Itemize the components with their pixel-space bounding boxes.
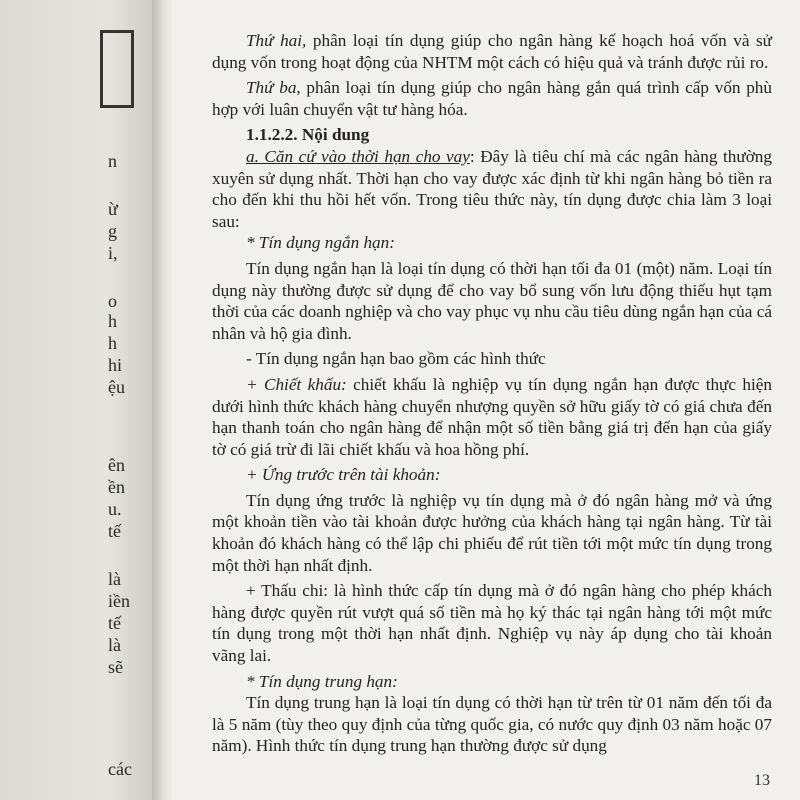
paragraph: Tín dụng ngắn hạn là loại tín dụng có thời hạn tối đa 01 (một) năm. Loại tín dụng này thường được sử dụng để cho vay bổ sung vốn lưu động thiếu hụt tạm thời của các doanh nghiệp và cho vay phục vụ nhu cầu tiêu dùng ngắn hạn của cá nhân và hộ gia đình. <box>212 258 772 343</box>
left-fragment: iền <box>108 591 130 611</box>
paragraph-lead: Thứ ba, <box>246 78 301 98</box>
paragraph-text: chiết khấu là nghiệp vụ tín dụng ngắn hạn được thực hiện dưới hình thức khách hàng chuyển nhượng quyền sở hữu giấy tờ có giá chưa đến hạn thanh toán cho ngân hàng để nhận một số tiền bằng giá trị đến hạn của giấy tờ có giá trừ đi lãi chiết khấu và hoa hồng phí. <box>212 374 772 459</box>
left-fragment: ền <box>108 477 125 497</box>
paragraph-text: : Đây là tiêu chí mà các ngân hàng thường xuyên sử dụng nhất. Thời hạn cho vay được xác định từ khi ngân hàng bỏ tiền ra cho đến khi thu hồi hết vốn. Trong tiêu thức này, tín dụng được chia làm 3 loại sau: <box>212 146 772 231</box>
left-fragment: h <box>108 311 117 331</box>
left-fragment: ừ <box>108 199 118 219</box>
left-fragment: i, <box>108 243 118 263</box>
paragraph <box>212 77 772 120</box>
left-fragment: ệu <box>108 377 125 397</box>
left-fragment: tế <box>108 521 121 541</box>
left-fragment: h <box>108 333 117 353</box>
left-fragment: o <box>108 291 117 311</box>
page-body <box>212 30 772 757</box>
paragraph <box>212 374 772 460</box>
left-page-frame-box <box>100 30 134 108</box>
left-fragment: n <box>108 151 117 171</box>
subsection-label: + Ứng trước trên tài khoản: <box>246 465 441 485</box>
paragraph-lead: Thứ hai, <box>246 31 307 50</box>
book-page <box>172 0 800 800</box>
paragraph: Tín dụng ứng trước là nghiệp vụ tín dụng mà ở đó ngân hàng mở và ứng một khoản tiền vào tài khoản được hưởng của khách hàng tại ngân hàng. Từ tài khoản đó khách hàng có thể lập chi phiếu để rút tiền tới một mức tín dụng trong một thời hạn nhất định. <box>212 490 772 575</box>
book-gutter <box>152 0 172 800</box>
left-fragment: là <box>108 635 121 655</box>
left-fragment: u. <box>108 499 122 519</box>
paragraph-text: phân loại tín dụng giúp cho ngân hàng kế hoạch hoá vốn và sử dụng vốn trong hoạt động của NHTM một cách có hiệu quả và tránh được rủi ro. <box>212 31 772 72</box>
left-page-edge <box>0 0 152 800</box>
paragraph <box>212 146 772 232</box>
paragraph <box>212 30 772 73</box>
left-fragment: hi <box>108 355 123 375</box>
subsection-label: * Tín dụng ngắn hạn: <box>246 233 395 253</box>
left-fragment: ên <box>108 455 125 475</box>
paragraph-lead: + Chiết khấu: <box>246 374 347 394</box>
paragraph: Tín dụng trung hạn là loại tín dụng có thời hạn từ trên từ 01 năm đến tối đa là 5 năm (tùy theo quy định của từng quốc gia, có nước quy định 03 năm hoặc 07 năm). Hình thức tín dụng trung hạn thường được sử dụng <box>212 693 772 756</box>
left-fragment: là <box>108 569 121 589</box>
left-fragment: tế <box>108 613 121 633</box>
page-number: 13 <box>754 772 770 789</box>
paragraph: + Thấu chi: là hình thức cấp tín dụng mà ở đó ngân hàng cho phép khách hàng được quyền rút vượt quá số tiền mà họ ký thác tại ngân hàng tới một mức tín dụng trong một thời hạn nhất định. Nghiệp vụ này áp dụng cho tài khoản vãng lai. <box>212 581 772 666</box>
list-item: - Tín dụng ngắn hạn bao gồm các hình thức <box>246 349 546 369</box>
subsection-label: * Tín dụng trung hạn: <box>246 671 398 691</box>
section-heading: 1.1.2.2. Nội dung <box>246 125 370 145</box>
criterion-label: a. Căn cứ vào thời hạn cho vay <box>246 146 470 166</box>
left-fragment: sẽ <box>108 657 123 677</box>
left-fragment: g <box>108 221 117 241</box>
paragraph-text: phân loại tín dụng giúp cho ngân hàng gắn quá trình cấp vốn phù hợp với luân chuyển vật tư hàng hóa. <box>212 78 772 119</box>
left-fragment: các <box>108 759 132 779</box>
